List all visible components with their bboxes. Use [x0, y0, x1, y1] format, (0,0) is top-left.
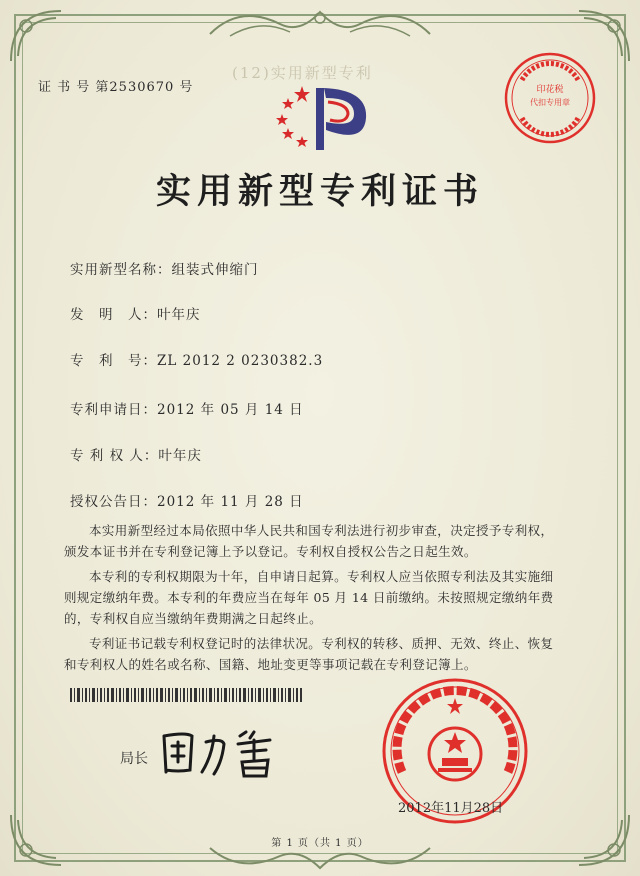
tax-seal — [502, 50, 598, 146]
svg-text:代扣专用章: 代扣专用章 — [530, 98, 570, 107]
statement-paragraph: 本实用新型经过本局依照中华人民共和国专利法进行初步审查，决定授予专利权，颁发本证书并在专利登记簿上予以登记。专利权自授权公告之日起生效。 — [64, 523, 554, 559]
signature-icon — [158, 722, 288, 782]
statement-paragraph: 专利证书记载专利权登记时的法律状况。专利权的转移、质押、无效、终止、恢复和专利权人的姓名或名称、国籍、地址变更等事项记载在专利登记簿上。 — [64, 636, 554, 672]
sipo-logo-icon — [272, 84, 372, 154]
seal-date: 2012年11月28日 — [398, 801, 504, 816]
ghost-heading: (12)实用新型专利 — [232, 64, 373, 82]
certificate-number: 证 书 号 第2530670 号 — [38, 80, 194, 95]
statement-paragraph: 本专利的专利权期限为十年，自申请日起算。专利权人应当依照专利法及其实施细则规定缴纳年费。本专利的年费应当在每年 05 月 14 日前缴纳。未按照规定缴纳年费的，专利权自应当缴纳年费期满之日起终止。 — [64, 569, 554, 626]
statement-body — [64, 520, 564, 679]
page-footer: 第 1 页（共 1 页） — [271, 838, 369, 849]
corner-ornament-tl — [6, 6, 66, 66]
field-patentee: 专 利 权 人：叶年庆 — [70, 448, 202, 464]
barcode-icon — [70, 688, 302, 702]
top-ornament — [200, 4, 440, 42]
field-grant-date: 授权公告日：2012 年 11 月 28 日 — [70, 494, 304, 510]
page-title: 实用新型专利证书 — [155, 171, 484, 212]
field-inventor: 发 明 人：叶年庆 — [70, 307, 201, 323]
field-filing-date: 专利申请日：2012 年 05 月 14 日 — [70, 402, 304, 418]
field-patent-number: 专 利 号：ZL 2012 2 0230382.3 — [70, 353, 324, 369]
field-utility-model-name: 实用新型名称：组装式伸缩门 — [70, 262, 259, 278]
director-label: 局长 — [120, 751, 148, 767]
svg-text:印花税: 印花税 — [536, 85, 564, 95]
